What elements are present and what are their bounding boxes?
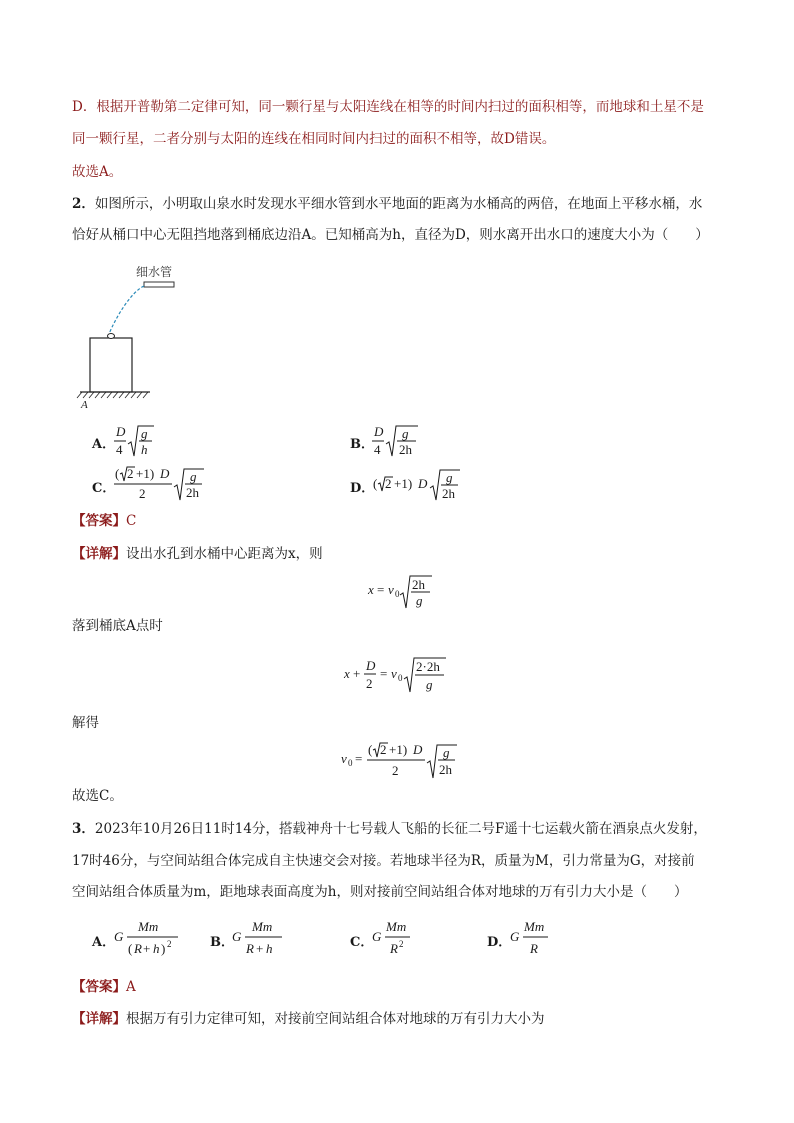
svg-text:R: R — [390, 941, 398, 956]
svg-text:4: 4 — [116, 442, 123, 457]
q2-detail-line2: 落到桶底A点时 — [72, 618, 163, 634]
svg-text:g: g — [141, 426, 148, 441]
svg-text:2: 2 — [385, 476, 392, 491]
svg-text:): ) — [161, 941, 166, 956]
svg-text:G: G — [232, 929, 242, 944]
svg-text:g: g — [190, 469, 197, 484]
svg-text:h: h — [153, 941, 160, 956]
svg-text:h: h — [266, 941, 273, 956]
svg-text:0: 0 — [398, 673, 403, 683]
q3-stem-line2: 17时46分，与空间站组合体完成自主快速交会对接。若地球半径为R，质量为M，引力常量为G，对接前 — [72, 853, 695, 869]
q3-option-d-label: D． — [487, 935, 512, 950]
svg-text:=: = — [380, 666, 388, 681]
svg-text:2: 2 — [392, 763, 399, 778]
svg-text:Mm: Mm — [386, 919, 407, 934]
svg-text:G: G — [114, 929, 124, 944]
svg-text:2: 2 — [167, 939, 172, 949]
q2-number: 2． — [72, 196, 95, 212]
svg-text:2h: 2h — [186, 485, 199, 500]
point-a-label: A — [81, 399, 88, 411]
q3-answer-value: A — [126, 979, 136, 995]
svg-text:2: 2 — [380, 742, 387, 757]
svg-text:v: v — [391, 666, 397, 681]
q2-option-b-label: B． — [350, 437, 374, 452]
q3-stem-line3: 空间站组合体质量为m，距地球表面高度为h，则对接前空间站组合体对地球的万有引力大小是（ ） — [72, 884, 688, 900]
svg-text:4: 4 — [374, 442, 381, 457]
q2-option-a-formula — [112, 422, 162, 462]
svg-text:g: g — [426, 677, 433, 692]
q2-option-b-formula — [370, 422, 425, 462]
q3-detail-line1 — [72, 1010, 724, 1028]
q3-option-b-label: B． — [210, 935, 234, 950]
q3-option-c-formula — [372, 916, 422, 960]
svg-text:D: D — [374, 424, 384, 439]
q2-option-c-formula — [112, 462, 207, 504]
q2-answer-tag: 【答案】 — [72, 513, 126, 529]
prev-option-d-line2: 同一颗行星，二者分别与太阳的连线在相同时间内扫过的面积不相等，故D错误。 — [72, 131, 556, 147]
q3-stem-line1 — [72, 820, 724, 838]
q2-choose: 故选C。 — [72, 788, 123, 804]
svg-text:2h: 2h — [412, 577, 425, 592]
svg-text:+1): +1) — [389, 742, 408, 757]
svg-text:+: + — [143, 941, 151, 956]
q2-equation-2 — [344, 654, 454, 696]
svg-text:=: = — [377, 582, 385, 597]
water-trajectory-upper — [109, 286, 144, 334]
svg-text:G: G — [510, 929, 520, 944]
svg-text:2h: 2h — [442, 486, 455, 501]
q2-option-c-label: C． — [92, 481, 116, 496]
svg-text:+1): +1) — [394, 476, 413, 491]
svg-text:2: 2 — [139, 486, 146, 501]
q3-option-a-label: A． — [92, 935, 116, 950]
svg-text:0: 0 — [348, 758, 353, 768]
svg-text:D: D — [418, 476, 428, 491]
svg-text:g: g — [402, 426, 409, 441]
q2-stem-line2: 恰好从桶口中心无阻挡地落到桶底边沿A。已知桶高为h，直径为D，则水离开出水口的速度大小为（ ） — [72, 227, 709, 243]
svg-text:+: + — [353, 666, 361, 681]
q2-equation-3 — [341, 738, 461, 782]
q2-detail-line1 — [72, 545, 724, 563]
svg-text:Mm: Mm — [524, 919, 545, 934]
svg-text:x: x — [368, 582, 374, 597]
q2-option-d-label: D． — [350, 481, 375, 496]
q2-figure — [76, 262, 196, 416]
svg-text:D: D — [160, 466, 170, 481]
svg-text:2: 2 — [366, 676, 373, 691]
bucket-mouth — [108, 334, 115, 339]
q3-number: 3． — [72, 821, 95, 837]
svg-text:2: 2 — [127, 466, 134, 481]
svg-text:+: + — [256, 941, 264, 956]
svg-text:v: v — [388, 582, 394, 597]
q3-option-a-formula — [114, 916, 184, 960]
q3-answer-line — [72, 978, 724, 996]
svg-text:D: D — [366, 658, 376, 673]
svg-text:h: h — [141, 442, 148, 457]
svg-text:R: R — [246, 941, 254, 956]
svg-text:=: = — [355, 751, 363, 766]
q3-stem-text1: 2023年10月26日11时14分，搭载神舟十七号载人飞船的长征二号F遥十七运载火箭在酒泉点火发射， — [94, 821, 707, 837]
pipe-shape — [144, 282, 174, 287]
q3-option-b-formula — [232, 916, 292, 960]
prev-option-d-line1: D．根据开普勒第二定律可知，同一颗行星与太阳连线在相等的时间内扫过的面积相等，而地球和土星不是 — [72, 99, 704, 115]
svg-text:(: ( — [368, 742, 373, 757]
svg-text:2·2h: 2·2h — [416, 659, 440, 674]
q2-equation-1 — [368, 570, 438, 612]
svg-text:(: ( — [373, 476, 378, 491]
svg-text:D: D — [116, 424, 126, 439]
bucket — [90, 338, 132, 392]
svg-text:g: g — [446, 470, 453, 485]
q2-detail-line3: 解得 — [72, 715, 99, 731]
svg-text:0: 0 — [395, 589, 400, 599]
q3-option-d-formula — [510, 916, 560, 960]
svg-text:D: D — [413, 742, 423, 757]
ground-hatch — [77, 392, 148, 398]
svg-text:g: g — [443, 745, 450, 760]
svg-text:(: ( — [115, 466, 120, 481]
q3-option-c-label: C． — [350, 935, 374, 950]
pipe-label: 细水管 — [136, 265, 173, 279]
q3-answer-tag: 【答案】 — [72, 979, 126, 995]
q3-detail-text1: 根据万有引力定律可知，对接前空间站组合体对地球的万有引力大小为 — [126, 1011, 545, 1027]
svg-text:+1): +1) — [136, 466, 155, 481]
svg-text:Mm: Mm — [138, 919, 159, 934]
svg-text:v: v — [341, 751, 347, 766]
svg-text:G: G — [372, 929, 382, 944]
svg-text:2: 2 — [399, 939, 404, 949]
svg-text:Mm: Mm — [252, 919, 273, 934]
svg-text:2h: 2h — [399, 442, 412, 457]
q2-detail-text1: 设出水孔到水桶中心距离为x，则 — [126, 546, 323, 562]
svg-text:g: g — [416, 593, 423, 608]
q2-detail-tag: 【详解】 — [72, 546, 126, 562]
q2-answer-line — [72, 512, 724, 530]
q2-stem-text1: 如图所示，小明取山泉水时发现水平细水管到水平地面的距离为水桶高的两倍，在地面上平移水桶，水 — [94, 196, 703, 212]
q3-detail-tag: 【详解】 — [72, 1011, 126, 1027]
q2-stem-line1 — [72, 195, 724, 213]
prev-choose: 故选A。 — [72, 164, 123, 180]
svg-text:R: R — [134, 941, 142, 956]
svg-text:(: ( — [128, 941, 133, 956]
svg-text:R: R — [530, 941, 538, 956]
svg-text:2h: 2h — [439, 762, 452, 777]
q2-option-a-label: A． — [92, 437, 116, 452]
svg-text:x: x — [344, 666, 350, 681]
q2-answer-value: C — [126, 513, 137, 529]
q2-option-d-formula — [370, 466, 465, 506]
